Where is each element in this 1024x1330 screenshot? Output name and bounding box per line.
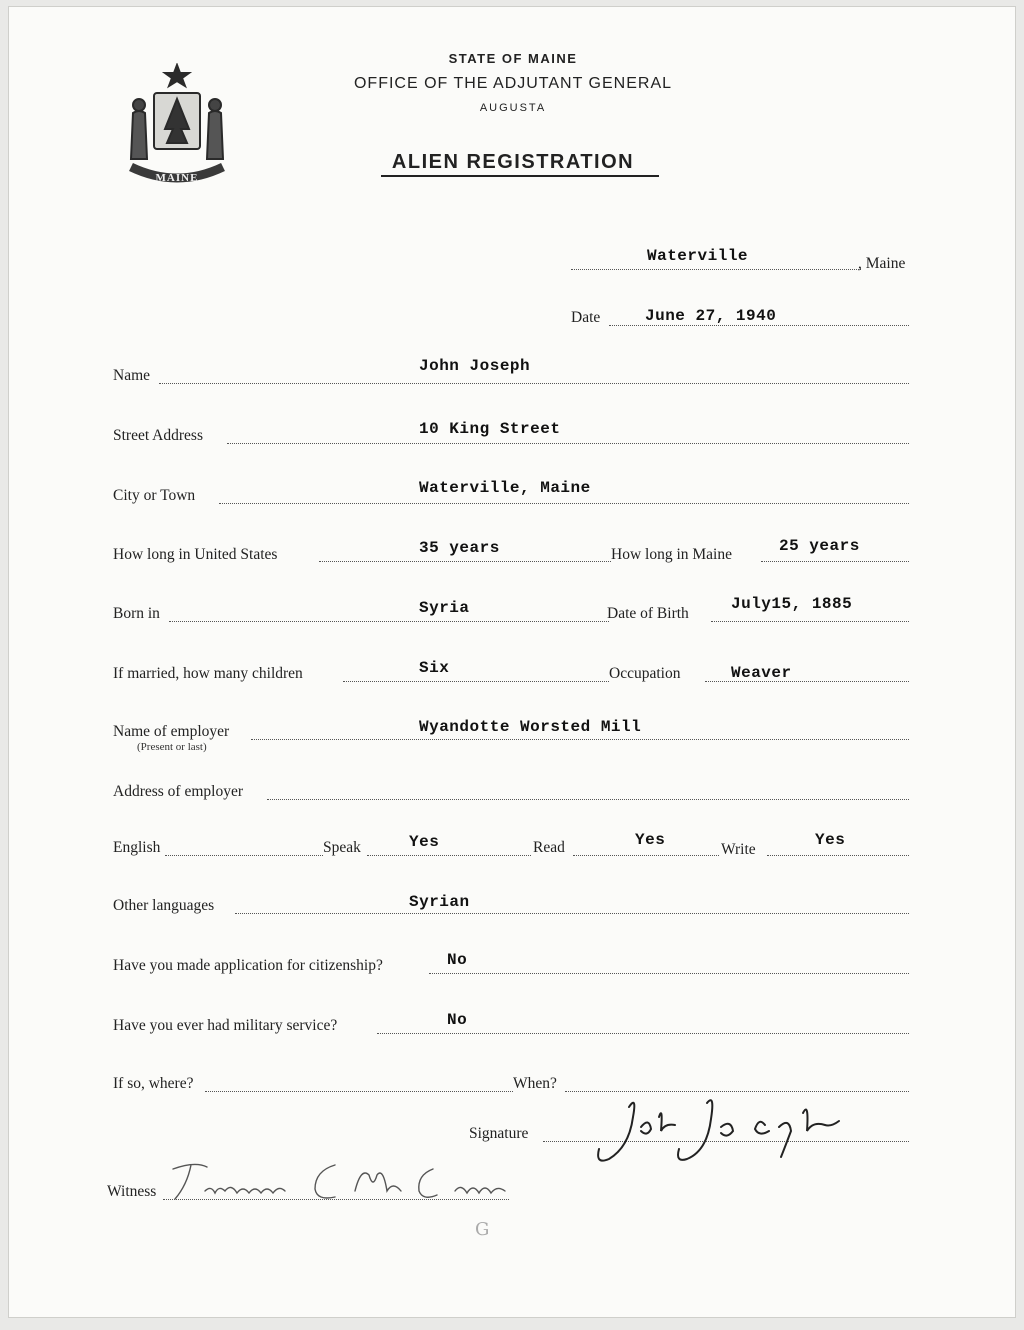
city-value: Waterville, Maine <box>419 479 591 497</box>
write-line <box>767 855 909 856</box>
english-label: English <box>113 839 161 856</box>
witness-label: Witness <box>107 1183 157 1200</box>
us-years-line <box>319 561 611 562</box>
read-label: Read <box>533 839 565 856</box>
employer-value: Wyandotte Worsted Mill <box>419 718 642 736</box>
city-line <box>219 503 909 504</box>
date-label: Date <box>571 309 601 326</box>
born-label: Born in <box>113 605 160 622</box>
employer-label: Name of employer <box>113 723 230 740</box>
name-label: Name <box>113 367 151 384</box>
city-label: City or Town <box>113 487 196 504</box>
citizenship-label: Have you made application for citizenship? <box>113 957 383 974</box>
read-line <box>573 855 719 856</box>
street-label: Street Address <box>113 427 203 444</box>
english-line <box>165 855 323 856</box>
military-label: Have you ever had military service? <box>113 1017 338 1034</box>
children-line <box>343 681 609 682</box>
title-underline <box>381 175 659 177</box>
street-line <box>227 443 909 444</box>
employer-sublabel: (Present or last) <box>137 741 207 753</box>
employer-address-line <box>267 799 909 800</box>
form-title: ALIEN REGISTRATION <box>391 151 635 173</box>
other-languages-line <box>235 913 909 914</box>
other-languages-label: Other languages <box>113 897 215 914</box>
date-line <box>609 325 909 326</box>
maine-years-line <box>761 561 909 562</box>
when-label: When? <box>513 1075 557 1092</box>
where-line <box>205 1091 513 1092</box>
military-value: No <box>447 1011 468 1029</box>
military-line <box>377 1033 909 1034</box>
maine-years-value: 25 years <box>779 537 860 555</box>
citizenship-line <box>429 973 909 974</box>
us-years-label: How long in United States <box>113 546 278 563</box>
witness-handwriting <box>165 1155 515 1211</box>
registration-form <box>8 6 1016 1318</box>
street-value: 10 King Street <box>419 420 561 438</box>
city-heading: AUGUSTA <box>479 102 547 114</box>
town-suffix: , Maine <box>858 255 906 272</box>
dob-line <box>711 621 909 622</box>
born-line <box>169 621 609 622</box>
citizenship-value: No <box>447 951 468 969</box>
speak-value: Yes <box>409 833 440 851</box>
other-languages-value: Syrian <box>409 893 470 911</box>
write-value: Yes <box>815 831 846 849</box>
read-value: Yes <box>635 831 666 849</box>
maine-years-label: How long in Maine <box>611 546 732 563</box>
write-label: Write <box>721 841 756 858</box>
signature-label: Signature <box>469 1125 529 1142</box>
name-value: John Joseph <box>419 357 531 375</box>
children-label: If married, how many children <box>113 665 303 682</box>
office-heading: OFFICE OF THE ADJUTANT GENERAL <box>353 75 673 92</box>
town-line <box>571 269 861 270</box>
page-mark: G <box>475 1219 490 1240</box>
state-heading: STATE OF MAINE <box>448 51 578 66</box>
us-years-value: 35 years <box>419 539 500 557</box>
children-value: Six <box>419 659 450 677</box>
dob-value: July15, 1885 <box>731 595 853 613</box>
svg-text:MAINE: MAINE <box>155 172 199 184</box>
date-value: June 27, 1940 <box>645 307 777 325</box>
town-value: Waterville <box>647 247 749 265</box>
name-line <box>159 383 909 384</box>
employer-line <box>251 739 909 740</box>
speak-label: Speak <box>323 839 361 856</box>
speak-line <box>367 855 531 856</box>
signature-handwriting <box>589 1087 859 1167</box>
employer-address-label: Address of employer <box>113 783 243 800</box>
dob-label: Date of Birth <box>607 605 689 622</box>
born-value: Syria <box>419 599 470 617</box>
where-label: If so, where? <box>113 1075 194 1092</box>
occupation-value: Weaver <box>731 664 792 682</box>
occupation-label: Occupation <box>609 665 681 682</box>
